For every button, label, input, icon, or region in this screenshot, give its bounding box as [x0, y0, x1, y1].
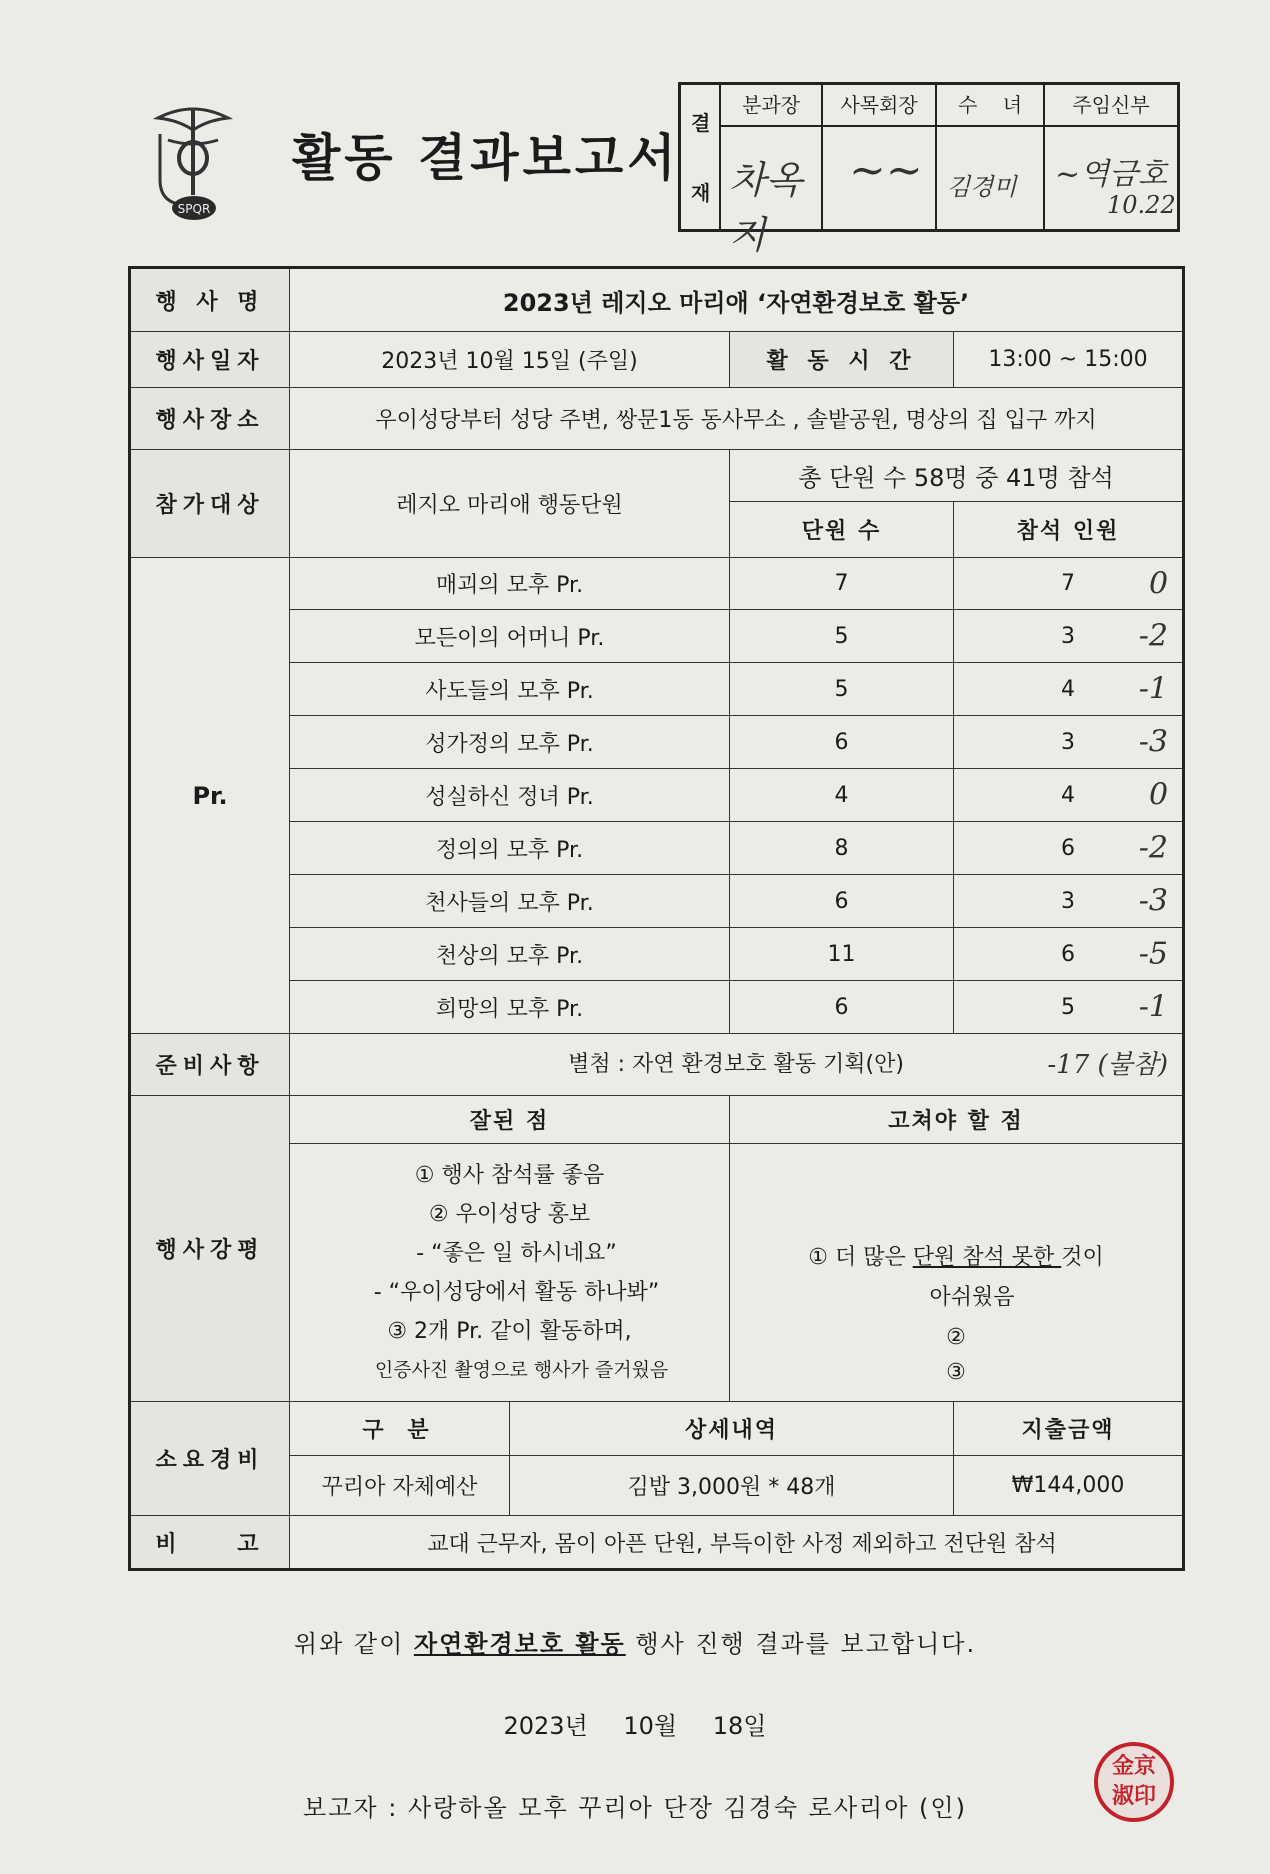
pr-attended: 6 — [1061, 941, 1076, 967]
pr-note: -2 — [1138, 830, 1169, 866]
legion-emblem-icon — [148, 100, 238, 230]
pr-name: 성실하신 정녀 Pr. — [290, 769, 730, 822]
pr-name: 희망의 모후 Pr. — [290, 981, 730, 1034]
document-title: 활동 결과보고서 — [292, 129, 680, 187]
pr-attended: 3 — [1061, 888, 1076, 914]
review-good-item: ③ 2개 Pr. 같이 활동하며, — [387, 1318, 632, 1344]
table-row — [130, 332, 1184, 388]
pr-name: 정의의 모후 Pr. — [290, 822, 730, 875]
event-place-label: 행사장소 — [130, 388, 290, 450]
review-label: 행사강평 — [130, 1096, 290, 1402]
pr-attended: 4 — [1061, 676, 1076, 702]
table-row — [130, 1402, 1184, 1456]
signature: ~역금호 — [1055, 157, 1168, 192]
review-good-item: ① 행사 참석률 좋음 — [414, 1162, 605, 1188]
table-row — [130, 1516, 1184, 1570]
review-good-item: - “우이성당에서 활동 하나봐” — [359, 1279, 660, 1305]
signature: ~~ — [849, 145, 923, 196]
pr-name: 매괴의 모후 Pr. — [290, 558, 730, 610]
table-row — [130, 1096, 1184, 1144]
approval-box — [678, 82, 1180, 257]
prep-label: 준비사항 — [130, 1034, 290, 1096]
pr-members: 8 — [730, 822, 954, 875]
name-seal-stamp: 金京 淑印 — [1094, 1742, 1174, 1822]
review-bad-item: ③ — [946, 1359, 966, 1385]
reporter-line: 보고자 : 사랑하올 모후 꾸리아 단장 김경숙 로사리아 (인) — [303, 1794, 967, 1822]
table-row — [130, 1034, 1184, 1096]
pr-note: 0 — [1148, 777, 1169, 813]
expense-amount: ₩144,000 — [954, 1456, 1184, 1516]
review-bad-item: ② — [946, 1324, 966, 1350]
approval-side-label: 결 재 — [681, 85, 721, 229]
pr-members: 6 — [730, 981, 954, 1034]
approval-signature-cell — [823, 127, 937, 232]
review-good-item: - “좋은 일 하시네요” — [402, 1240, 617, 1266]
review-bad-list — [730, 1144, 1184, 1402]
expense-detail-header: 상세내역 — [510, 1402, 954, 1456]
review-bad-item: ① 더 많은 단원 참석 못한 것이 — [808, 1244, 1104, 1270]
approval-signature-cell — [721, 127, 823, 257]
pr-attended: 6 — [1061, 835, 1076, 861]
review-bad-item: 아쉬웠음 — [929, 1284, 1015, 1310]
pr-name: 모든이의 어머니 Pr. — [290, 610, 730, 663]
pr-note: -3 — [1138, 724, 1169, 760]
expense-amount-header: 지출금액 — [954, 1402, 1184, 1456]
review-good-item: ② 우이성당 홍보 — [428, 1201, 591, 1227]
pr-members: 6 — [730, 875, 954, 928]
event-time: 13:00 ~ 15:00 — [954, 332, 1184, 388]
expense-detail: 김밥 3,000원 * 48개 — [510, 1456, 954, 1516]
approval-col-header: 수 녀 — [937, 85, 1045, 127]
approval-col-header: 주임신부 — [1045, 85, 1177, 127]
review-good-header: 잘된 점 — [290, 1096, 730, 1144]
report-date: 2023년 10월 18일 — [503, 1712, 767, 1740]
pr-members: 5 — [730, 663, 954, 716]
pr-name: 천사들의 모후 Pr. — [290, 875, 730, 928]
pr-row — [130, 558, 1184, 610]
expense-category-header: 구 분 — [290, 1402, 510, 1456]
prep-text: 별첨 : 자연 환경보호 활동 기획(안) — [568, 1051, 904, 1077]
remarks-label: 비 고 — [130, 1516, 290, 1570]
pr-name: 사도들의 모후 Pr. — [290, 663, 730, 716]
event-name: 2023년 레지오 마리애 ‘자연환경보호 활동’ — [290, 268, 1184, 332]
review-good-item: 인증사진 촬영으로 행사가 즐거웠음 — [350, 1358, 669, 1381]
pr-attended: 5 — [1061, 994, 1076, 1020]
pr-label: Pr. — [130, 558, 290, 1034]
table-row — [130, 450, 1184, 502]
event-name-label: 행 사 명 — [130, 268, 290, 332]
pr-attended: 7 — [1061, 571, 1076, 596]
target-group: 레지오 마리애 행동단원 — [290, 450, 730, 558]
pr-note: 0 — [1148, 566, 1169, 601]
pr-note: -5 — [1138, 936, 1169, 972]
remarks-text: 교대 근무자, 몸이 아픈 단원, 부득이한 사정 제외하고 전단원 참석 — [290, 1516, 1184, 1570]
event-place: 우이성당부터 성당 주변, 쌍문1동 동사무소 , 솔밭공원, 명상의 집 입구 까지 — [290, 388, 1184, 450]
table-row — [130, 388, 1184, 450]
pr-note: -3 — [1138, 883, 1169, 919]
members-column-header: 단원 수 — [730, 502, 954, 558]
expense-label: 소요경비 — [130, 1402, 290, 1516]
pr-members: 11 — [730, 928, 954, 981]
pr-members: 4 — [730, 769, 954, 822]
pr-members: 5 — [730, 610, 954, 663]
approval-signature-cell — [1045, 127, 1177, 232]
pr-attended: 3 — [1061, 729, 1076, 755]
attendance-column-header: 참석 인원 — [954, 502, 1184, 558]
target-label: 참가대상 — [130, 450, 290, 558]
closing-statement: 위와 같이 자연환경보호 활동 행사 진행 결과를 보고합니다. — [293, 1630, 977, 1658]
signature: 김경미 — [947, 173, 1017, 201]
expense-category: 꾸리아 자체예산 — [290, 1456, 510, 1516]
table-row — [130, 268, 1184, 332]
report-table — [128, 266, 1185, 1571]
pr-note: -2 — [1138, 618, 1169, 654]
pr-members: 6 — [730, 716, 954, 769]
event-date: 2023년 10월 15일 (주일) — [290, 332, 730, 388]
prep-note: -17 (불참) — [1047, 1049, 1169, 1080]
approval-col-header: 사목회장 — [823, 85, 937, 127]
pr-name: 성가정의 모후 Pr. — [290, 716, 730, 769]
attendance-summary: 총 단원 수 58명 중 41명 참석 — [730, 450, 1184, 502]
svg-text:SPQR: SPQR — [177, 202, 211, 216]
signature: 차옥지 — [729, 158, 803, 257]
event-time-label: 활 동 시 간 — [730, 332, 954, 388]
review-good-list — [290, 1144, 730, 1402]
pr-note: -1 — [1138, 671, 1169, 707]
pr-attended: 3 — [1061, 623, 1076, 649]
review-bad-header: 고쳐야 할 점 — [730, 1096, 1184, 1144]
pr-note: -1 — [1138, 989, 1169, 1025]
pr-members: 7 — [730, 558, 954, 610]
pr-name: 천상의 모후 Pr. — [290, 928, 730, 981]
signature-date: 10.22 — [1107, 191, 1176, 219]
event-date-label: 행사일자 — [130, 332, 290, 388]
approval-col-header: 분과장 — [721, 85, 823, 127]
approval-signature-cell — [937, 127, 1045, 232]
pr-attended: 4 — [1061, 782, 1076, 808]
